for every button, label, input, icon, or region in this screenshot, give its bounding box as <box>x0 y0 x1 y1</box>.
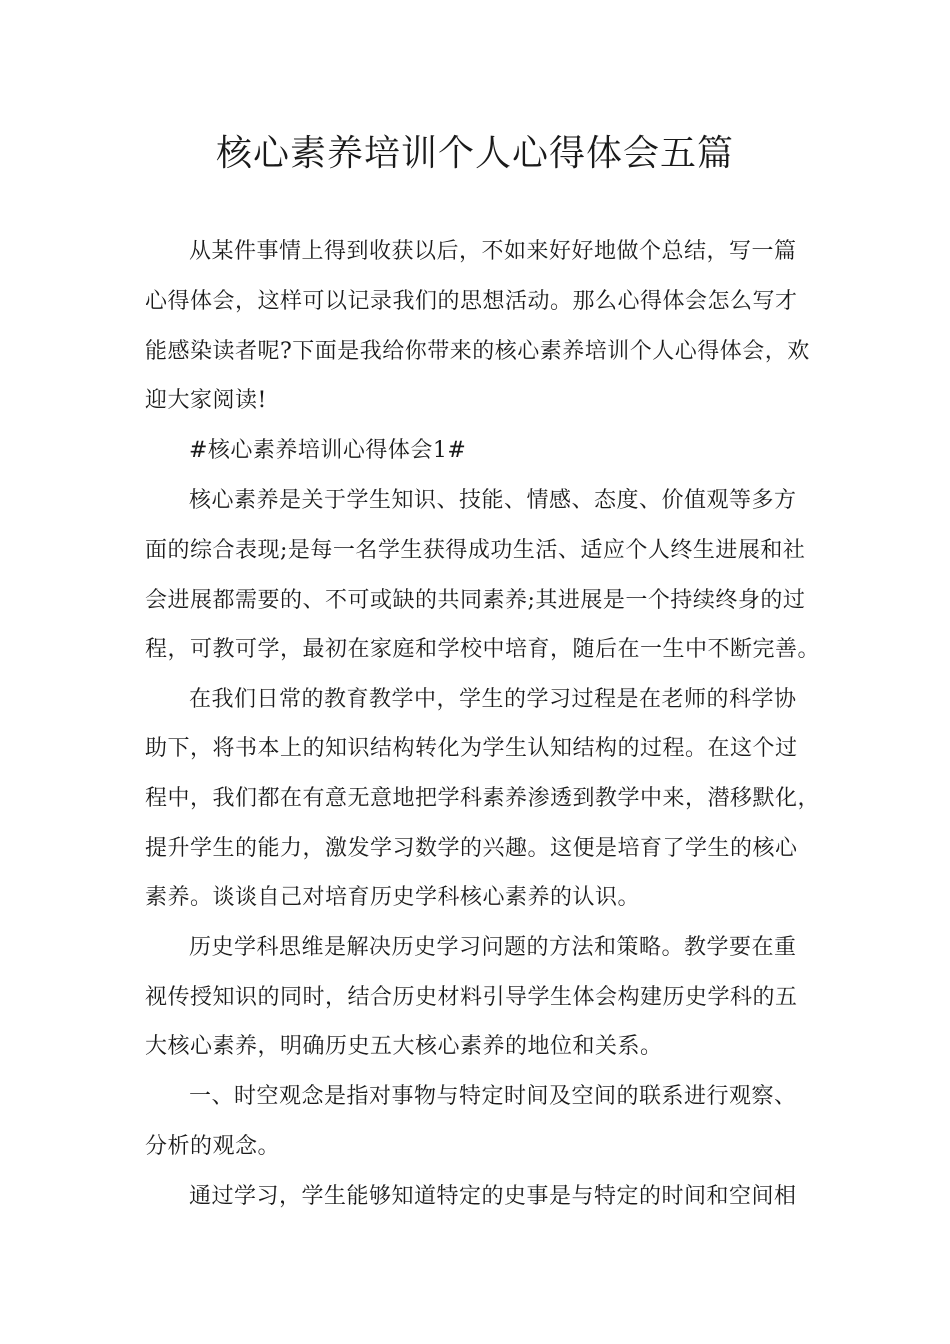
text-line: 心得体会，这样可以记录我们的思想活动。那么心得体会怎么写才 <box>145 289 798 314</box>
text-line: 一、时空观念是指对事物与特定时间及空间的联系进行观察、 <box>189 1084 797 1109</box>
text-line: 核心素养是关于学生知识、技能、情感、态度、价值观等多方 <box>189 488 797 513</box>
text-line: 素养。谈谈自己对培育历史学科核心素养的认识。 <box>145 885 641 910</box>
text-line: 分析的观念。 <box>145 1134 281 1159</box>
text-line: 提升学生的能力，激发学习数学的兴趣。这便是培育了学生的核心 <box>145 836 798 861</box>
text-line: 从某件事情上得到收获以后，不如来好好地做个总结，写一篇 <box>189 239 797 264</box>
text-line: 在我们日常的教育教学中，学生的学习过程是在老师的科学协 <box>189 687 797 712</box>
text-line: 能感染读者呢?下面是我给你带来的核心素养培训个人心得体会，欢 <box>145 339 810 364</box>
text-line: 面的综合表现;是每一名学生获得成功生活、适应个人终生进展和社 <box>145 538 806 563</box>
text-line: 程，可教可学，最初在家庭和学校中培育，随后在一生中不断完善。 <box>145 637 821 662</box>
text-line: 历史学科思维是解决历史学习问题的方法和策略。教学要在重 <box>189 935 797 960</box>
text-line: 大核心素养，明确历史五大核心素养的地位和关系。 <box>145 1034 663 1059</box>
text-line: 程中，我们都在有意无意地把学科素养渗透到教学中来，潜移默化， <box>145 786 821 811</box>
text-line: 通过学习，学生能够知道特定的史事是与特定的时间和空间相 <box>189 1184 797 1209</box>
section-heading: #核心素养培训心得体会1# <box>189 438 467 463</box>
text-line: 迎大家阅读! <box>145 388 267 413</box>
text-line: 助下，将书本上的知识结构转化为学生认知结构的过程。在这个过 <box>145 736 798 761</box>
text-line: 会进展都需要的、不可或缺的共同素养;其进展是一个持续终身的过 <box>145 588 806 613</box>
document-title: 核心素养培训个人心得体会五篇 <box>215 133 734 174</box>
text-line: 视传授知识的同时，结合历史材料引导学生体会构建历史学科的五 <box>145 985 798 1010</box>
